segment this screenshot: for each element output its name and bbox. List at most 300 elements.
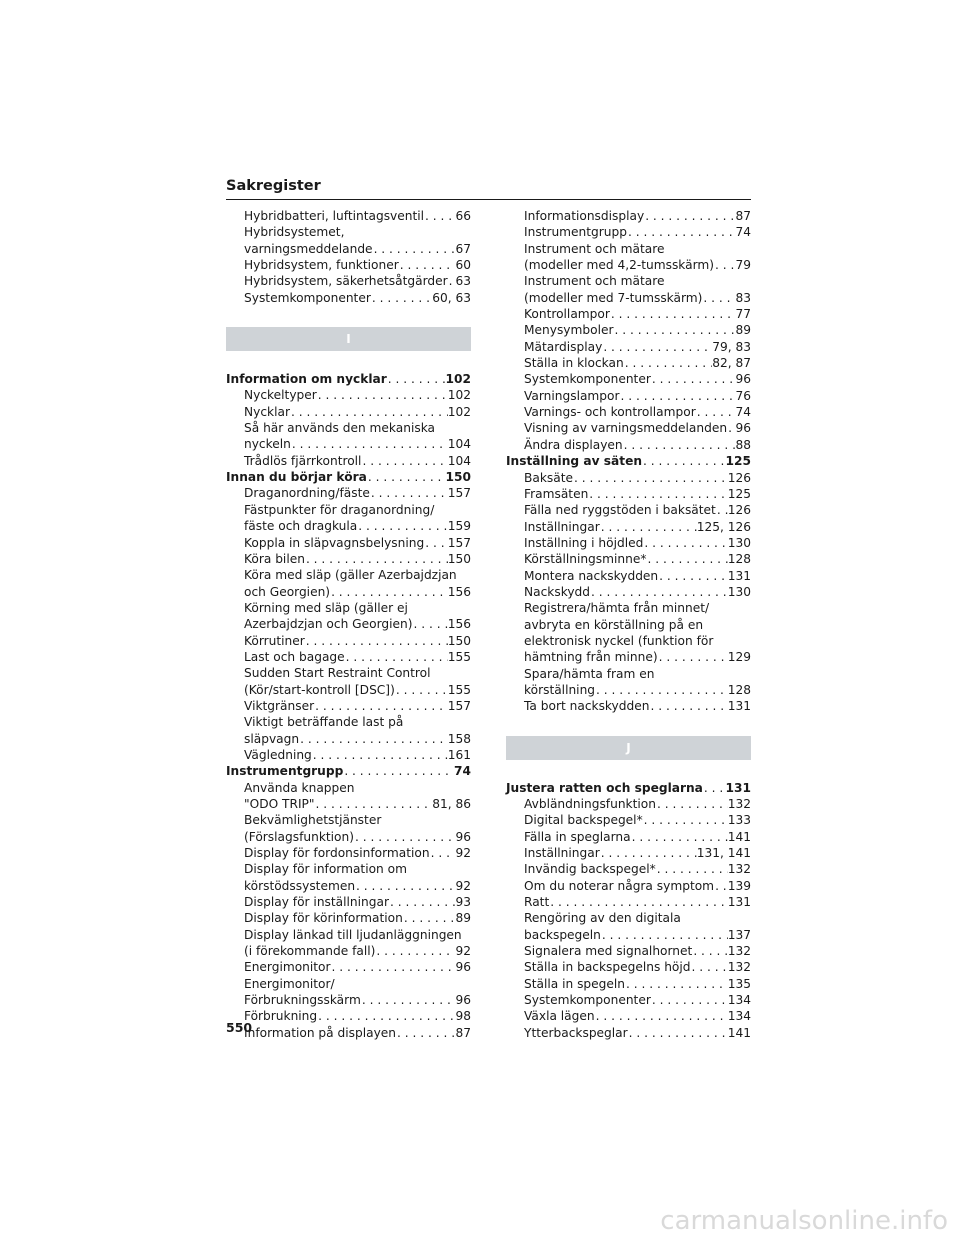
index-sub-entry [506,502,751,518]
dot-leader [354,829,455,845]
entry-page-ref: 125 [725,454,751,469]
dot-leader [315,796,433,812]
dot-leader [656,796,728,812]
entry-text: Instrumentgrupp [226,764,344,779]
index-sub-entry [506,943,751,959]
index-sub-entry [226,535,471,551]
entry-text: Inställning av säten [506,454,643,469]
index-sub-entry [226,387,471,403]
entry-page-ref: 79, 83 [712,339,751,354]
entry-text: Justera ratten och speglarna [506,780,703,795]
dot-leader [448,273,456,289]
index-sub-entry [506,486,751,502]
entry-text: Display för inställningar [244,895,389,910]
index-entry-line: Instrument och mätare [524,241,665,256]
entry-text: Draganordning/fäste [244,486,370,501]
index-entry-line: Fästpunkter för draganordning/ [244,502,435,517]
entry-page-ref: 96 [455,829,471,844]
entry-text: (Kör/start-kontroll [DSC]) [244,682,395,697]
dot-leader [651,992,728,1008]
index-sub-entry [506,829,751,845]
index-sub-entry [506,1025,751,1041]
entry-text: Vägledning [244,747,312,762]
entry-text: Ställa in klockan [524,356,624,371]
dot-leader [600,845,697,861]
entry-text: Förbrukningsskärm [244,993,361,1008]
dot-leader [691,959,728,975]
index-entry-line: Hybridsystemet, [244,225,345,240]
index-main-entry [226,371,471,387]
index-main-entry [506,453,751,469]
index-sub-entry [506,404,751,420]
dot-leader [588,486,727,502]
dot-leader [703,780,726,796]
entry-page-ref: 96 [735,421,751,436]
index-sub-entry [226,796,471,812]
entry-text: Förbrukning [244,1009,318,1024]
index-sub-entry [506,437,751,453]
index-entry-line: Display för information om [244,862,407,877]
dot-leader [658,568,728,584]
entry-page-ref: 131 [727,895,751,910]
entry-page-ref: 155 [447,682,471,697]
entry-page-ref: 141 [727,1025,751,1040]
entry-page-ref: 77 [735,307,751,322]
dot-leader [291,436,448,452]
dot-leader [387,371,446,387]
entry-page-ref: 158 [447,731,471,746]
index-sub-entry [506,355,751,371]
index-sub-entry [506,682,751,698]
dot-leader [424,208,455,224]
entry-page-ref: 132 [727,797,751,811]
index-sub-entry [226,747,471,763]
entry-page-ref: 157 [447,698,471,713]
entry-page-ref: 96 [735,372,751,387]
dot-leader [573,470,728,486]
entry-page-ref: 128 [727,552,751,567]
entry-page-ref: 88 [735,437,751,452]
dot-leader [290,404,448,420]
dot-leader [396,1025,455,1041]
dot-leader [317,1008,455,1024]
entry-text: Nycklar [244,404,290,419]
entry-page-ref: 67 [455,241,471,256]
entry-page-ref: 60, 63 [432,290,471,305]
index-sub-entry [226,910,471,926]
index-entry-line: avbryta en körställning på en [524,617,704,632]
entry-text: Ställa in spegeln [524,976,626,991]
dot-leader [727,420,735,436]
dot-leader [656,861,728,877]
index-sub-entry [226,1025,471,1041]
entry-text: Varningslampor [524,388,620,403]
entry-text: Inställningar [524,519,600,534]
entry-text: Menysymboler [524,323,614,338]
index-sub-entry [506,224,751,240]
index-sub-entry [506,306,751,322]
dot-leader [651,371,736,387]
entry-text: Display för körinformation [244,911,403,926]
dot-leader [399,257,456,273]
index-sub-entry [506,420,751,436]
letter-section-bar: I [226,327,471,351]
entry-page-ref: 92 [455,878,471,893]
index-sub-entry [226,551,471,567]
entry-text: Om du noterar några symptom [524,878,715,893]
index-entry-line: Köra med släp (gäller Azerbajdzjan [244,568,457,583]
entry-page-ref: 139 [727,878,751,893]
index-sub-entry [226,682,471,698]
entry-page-ref: 129 [727,650,751,665]
entry-text: Systemkomponenter [524,372,651,387]
entry-text: Innan du börjar köra [226,470,367,485]
dot-leader [389,894,456,910]
index-sub-entry [506,322,751,338]
index-sub-entry [226,208,471,224]
index-entry-line: Använda knappen [244,780,355,795]
entry-page-ref: 60 [455,258,471,273]
entry-text: Digital backspegel* [524,813,643,828]
entry-page-ref: 92 [455,944,471,959]
entry-text: Trådlös fjärrkontroll [244,453,362,468]
index-sub-entry [506,519,751,535]
dot-leader [361,992,456,1008]
entry-text: Ratt [524,895,550,910]
entry-text: "ODO TRIP" [244,797,315,811]
index-sub-entry [506,290,751,306]
entry-text: fäste och dragkula [244,519,358,534]
entry-page-ref: 157 [447,535,471,550]
entry-text: Fälla ned ryggstöden i baksätet [524,503,716,518]
entry-text: Baksäte [524,470,573,485]
dot-leader [625,976,728,992]
entry-page-ref: 130 [727,584,751,599]
entry-text: Information på displayen [244,1025,396,1040]
index-sub-entry [506,1008,751,1024]
entry-page-ref: 150 [445,470,471,485]
dot-leader [355,878,455,894]
dot-leader [642,453,726,469]
index-sub-entry [506,894,751,910]
entry-text: varningsmeddelande [244,241,373,256]
index-sub-entry [226,731,471,747]
dot-leader [331,959,456,975]
entry-page-ref: 102 [445,372,471,387]
entry-page-ref: 66 [455,209,471,223]
entry-text: nyckeln [244,437,291,452]
entry-page-ref: 89 [735,323,751,338]
dot-leader [692,943,727,959]
dot-leader [627,224,735,240]
letter-section-bar: J [506,736,751,760]
entry-text: Varnings- och kontrollampor [524,405,696,420]
entry-text: (Förslagsfunktion) [244,829,354,844]
entry-page-ref: 74 [454,764,471,779]
dot-leader [624,355,713,371]
entry-page-ref: 161 [447,747,471,762]
index-main-entry [226,763,471,779]
entry-page-ref: 83 [735,290,751,305]
index-entry-line: Sudden Start Restraint Control [244,666,431,681]
dot-leader [613,322,735,338]
index-sub-entry [226,633,471,649]
entry-page-ref: 135 [727,976,751,991]
entry-text: Information om nycklar [226,372,387,387]
index-sub-entry [226,992,471,1008]
index-sub-entry [226,257,471,273]
entry-text: Hybridsystem, säkerhetsåtgärder [244,274,448,289]
entry-page-ref: 131, 141 [696,846,751,861]
entry-text: Hybridsystem, funktioner [244,258,399,273]
dot-leader [403,910,456,926]
entry-page-ref: 150 [447,551,471,566]
entry-text: (i förekommande fall) [244,944,376,959]
entry-text: Ställa in backspegelns höjd [524,960,691,975]
index-sub-entry [506,796,751,812]
entry-text: släpvagn [244,731,300,746]
index-sub-entry [226,829,471,845]
entry-page-ref: 134 [727,1009,751,1024]
entry-text: körställning [524,682,596,697]
entry-text: Kontrollampor [524,307,610,322]
entry-page-ref: 76 [735,388,751,403]
entry-page-ref: 156 [447,584,471,599]
index-sub-entry [506,927,751,943]
dot-leader [643,535,727,551]
dot-leader [361,453,447,469]
index-sub-entry [506,698,751,714]
entry-page-ref: 137 [727,927,751,942]
entry-page-ref: 157 [447,486,471,501]
entry-page-ref: 132 [727,944,751,959]
entry-text: Signalera med signalhornet [524,944,693,959]
dot-leader [696,404,736,420]
index-sub-entry [506,535,751,551]
index-entry-line: Energimonitor/ [244,976,335,991]
entry-text: (modeller med 7-tumsskärm) [524,290,703,305]
entry-text: Mätardisplay [524,339,603,354]
entry-text: Energimonitor [244,960,331,975]
entry-text: Montera nackskydden [524,568,659,583]
entry-page-ref: 82, 87 [712,356,751,371]
index-sub-entry [506,992,751,1008]
header-rule [226,199,751,200]
entry-text: Inställningar [524,846,600,861]
entry-page-ref: 126 [727,503,751,518]
index-sub-entry [506,388,751,404]
entry-page-ref: 155 [447,649,471,664]
index-sub-entry [506,568,751,584]
index-sub-entry [226,273,471,289]
index-sub-entry [506,371,751,387]
index-entry-line: Spara/hämta fram en [524,666,655,681]
entry-page-ref: 156 [447,617,471,632]
entry-text: Nyckeltyper [244,388,317,403]
entry-text: backspegeln [524,927,601,942]
dot-leader [424,535,448,551]
entry-text: Invändig backspegel* [524,862,656,877]
dot-leader [317,387,448,403]
index-sub-entry [506,257,751,273]
dot-leader [702,290,735,306]
index-sub-entry [226,943,471,959]
dot-leader [330,584,448,600]
index-entry-line: Så här används den mekaniska [244,421,436,436]
entry-text: Hybridbatteri, luftintagsventil [244,209,425,223]
entry-page-ref: 102 [447,388,471,403]
dot-leader [345,649,448,665]
entry-text: hämtning från minne) [524,650,658,665]
dot-leader [395,682,448,698]
entry-text: Framsäten [524,486,589,501]
dot-leader [646,551,727,567]
dot-leader [714,878,728,894]
dot-leader [644,208,735,224]
dot-leader [375,943,455,959]
dot-leader [314,698,448,714]
entry-text: Koppla in släpvagnsbelysning [244,535,425,550]
index-sub-entry [226,698,471,714]
index-sub-entry [506,339,751,355]
index-entry-line: Bekvämlighetstjänster [244,813,382,828]
entry-page-ref: 104 [447,453,471,468]
index-entry-line: Instrument och mätare [524,274,665,289]
index-sub-entry [506,976,751,992]
entry-page-ref: 96 [455,993,471,1008]
entry-text: Azerbajdzjan och Georgien) [244,617,413,632]
dot-leader [305,551,448,567]
entry-page-ref: 126 [727,470,751,485]
index-entry-line: Display länkad till ljudanläggningen [244,927,462,942]
entry-page-ref: 87 [735,209,751,223]
index-entry-line: Registrera/hämta från minnet/ [524,601,710,616]
entry-text: Ändra displayen [524,437,623,452]
index-sub-entry [506,812,751,828]
dot-leader [357,518,448,534]
index-sub-entry [226,878,471,894]
entry-text: Systemkomponenter [524,993,651,1008]
page-number: 550 [226,1020,253,1035]
dot-leader [620,388,736,404]
dot-leader [590,584,728,600]
entry-page-ref: 150 [447,633,471,648]
entry-text: Last och bagage [244,649,345,664]
index-sub-entry [226,584,471,600]
dot-leader [595,682,728,698]
dot-leader [412,616,447,632]
index-sub-entry [226,518,471,534]
entry-page-ref: 134 [727,993,751,1008]
entry-page-ref: 128 [727,682,751,697]
entry-page-ref: 130 [727,535,751,550]
entry-page-ref: 133 [727,813,751,828]
entry-page-ref: 132 [727,960,751,975]
index-sub-entry [506,649,751,665]
entry-text: Ytterbackspeglar [524,1025,628,1040]
entry-page-ref: 125, 126 [696,519,751,534]
index-sub-entry [506,878,751,894]
dot-leader [658,649,728,665]
index-sub-entry [226,616,471,632]
entry-text: Fälla in speglarna [524,829,631,844]
entry-page-ref: 131 [725,780,751,795]
entry-page-ref: 104 [447,437,471,452]
entry-text: och Georgien) [244,584,331,599]
entry-page-ref: 74 [735,405,751,420]
index-entry-line: Viktigt beträffande last på [244,715,404,730]
dot-leader [643,812,728,828]
index-title: Sakregister [226,178,321,194]
entry-text: Växla lägen [524,1009,595,1024]
dot-leader [373,241,456,257]
index-entry-line: Rengöring av den digitala [524,911,681,926]
dot-leader [649,698,727,714]
entry-text: Inställning i höjdled [524,535,644,550]
entry-text: Körrutiner [244,633,305,648]
entry-page-ref: 131 [727,699,751,714]
dot-leader [600,519,697,535]
entry-text: Display för fordonsinformation [244,846,430,861]
index-entry-line: Körning med släp (gäller ej [244,600,408,615]
index-sub-entry [226,404,471,420]
index-sub-entry [226,241,471,257]
index-sub-entry [226,1008,471,1024]
index-sub-entry [506,845,751,861]
entry-text: Visning av varningsmeddelanden [524,421,728,436]
entry-page-ref: 125 [727,486,751,501]
dot-leader [595,1008,728,1024]
entry-page-ref: 96 [455,960,471,975]
dot-leader [370,485,448,501]
index-sub-entry [506,470,751,486]
index-column-right [506,208,751,1041]
index-entry-line: elektronisk nyckel (funktion för [524,633,714,648]
entry-text: Systemkomponenter [244,290,371,305]
index-sub-entry [226,845,471,861]
entry-page-ref: 81, 86 [432,797,471,811]
index-sub-entry [226,485,471,501]
index-main-entry [226,469,471,485]
entry-page-ref: 141 [727,829,751,844]
index-sub-entry [226,453,471,469]
dot-leader [623,437,736,453]
entry-text: (modeller med 4,2-tumsskärm) [524,258,715,273]
dot-leader [312,747,448,763]
watermark: carmanualsonline.info [660,1206,948,1236]
entry-text: Köra bilen [244,551,305,566]
index-sub-entry [506,584,751,600]
index-sub-entry [226,959,471,975]
index-sub-entry [506,551,751,567]
entry-text: Viktgränser [244,698,315,713]
dot-leader [628,1025,728,1041]
entry-page-ref: 102 [447,404,471,419]
dot-leader [602,339,712,355]
entry-page-ref: 63 [455,274,471,289]
dot-leader [549,894,728,910]
entry-text: Avbländningsfunktion [524,797,656,811]
dot-leader [716,502,728,518]
entry-page-ref: 131 [727,568,751,583]
dot-leader [430,845,456,861]
dot-leader [305,633,448,649]
dot-leader [371,290,432,306]
dot-leader [343,763,454,779]
dot-leader [610,306,736,322]
entry-text: körstödssystemen [244,878,356,893]
entry-page-ref: 132 [727,862,751,877]
